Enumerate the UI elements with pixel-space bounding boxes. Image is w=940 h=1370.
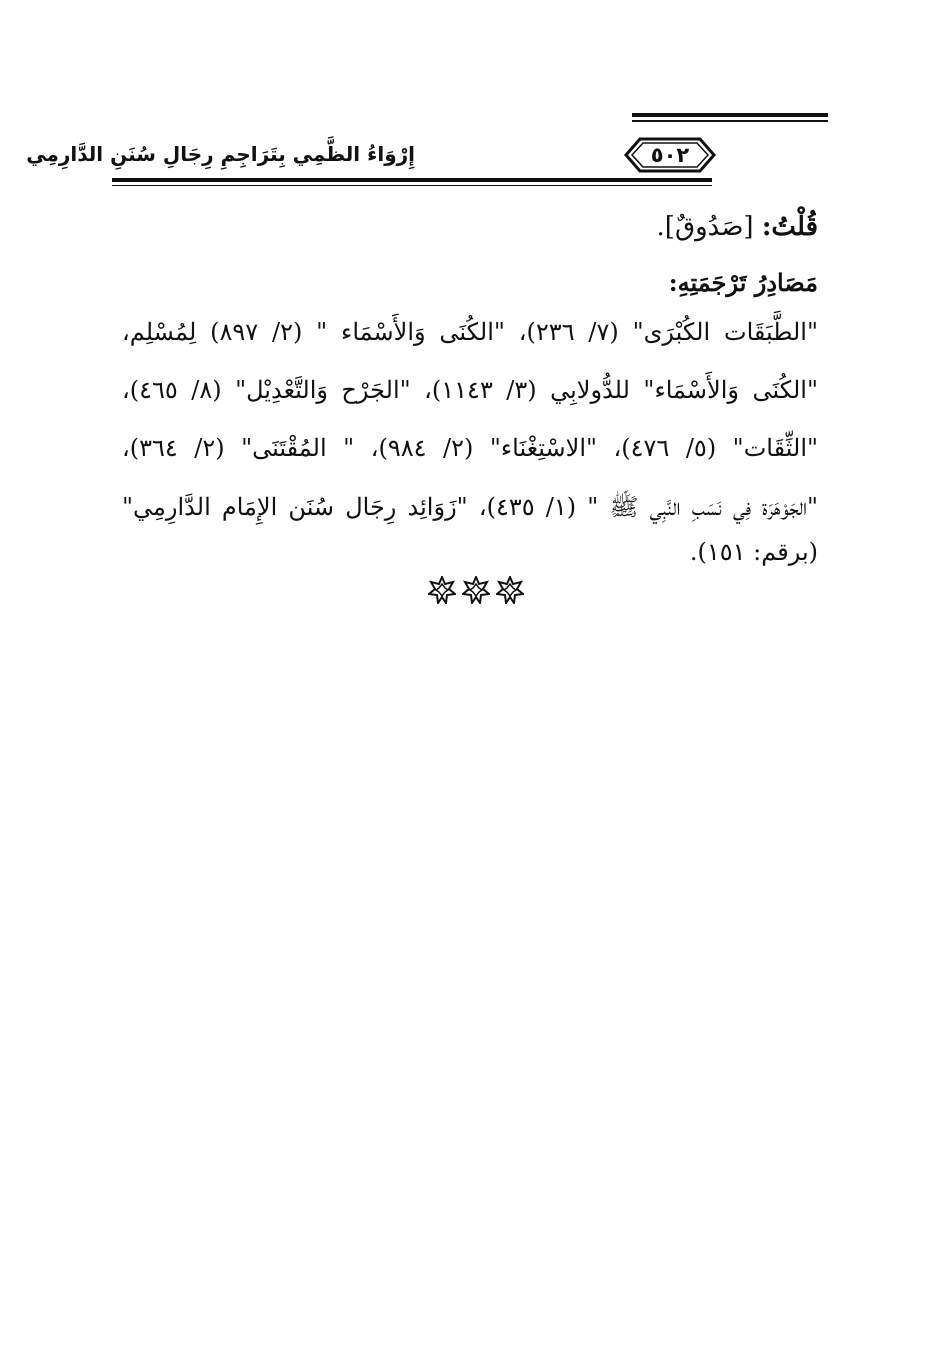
source-line: (برقم: ١٥١). — [689, 538, 818, 566]
star-ornament-icon — [428, 576, 456, 604]
header-rule — [112, 178, 712, 182]
page-number: ٥٠٢ — [650, 143, 690, 167]
verdict-line — [657, 212, 818, 242]
sources-heading: مَصَادِرُ تَرْجَمَتِهِ: — [668, 268, 818, 297]
source-line: "الطَّبَقَات الكُبْرَى" (٧/ ٢٣٦)، "الكُنَى وَالأَسْمَاء " (٢/ ٨٩٧) لِمُسْلِم، — [122, 318, 818, 346]
page-number-badge — [622, 133, 718, 177]
star-ornament-icon — [462, 576, 490, 604]
verdict-label: قُلْتُ: — [761, 212, 818, 242]
running-title: إِرْوَاءُ الظَّمِي بِتَرَاجِمِ رِجَالِ سُنَنِ الدَّارِمِي — [26, 142, 415, 166]
star-ornament-icon — [496, 576, 524, 604]
source-line: "الجَوْهَرَة فِي نَسَبِ النَّبِي ﷺ " (١/ ٤٣٥)، "زَوَائِد رِجَال سُنَن الإِمَام الدَّارِمِي" — [122, 493, 819, 521]
source-line: "الثِّقَات" (٥/ ٤٧٦)، "الاسْتِغْنَاء" (٢/ ٩٨٤)، " المُقْتَنَى" (٢/ ٣٦٤)، — [122, 434, 819, 462]
header-rule — [112, 185, 712, 186]
header-rule — [632, 120, 828, 122]
verdict-text: [صَدُوقٌ]. — [656, 212, 762, 242]
section-end-ornament — [428, 576, 528, 606]
source-line: "الكُنَى وَالأَسْمَاء" للدُّولابِي (٣/ ١١٤٣)، "الجَرْح وَالتَّعْدِيْل" (٨/ ٤٦٥)، — [122, 376, 818, 404]
header-rule — [632, 113, 828, 117]
